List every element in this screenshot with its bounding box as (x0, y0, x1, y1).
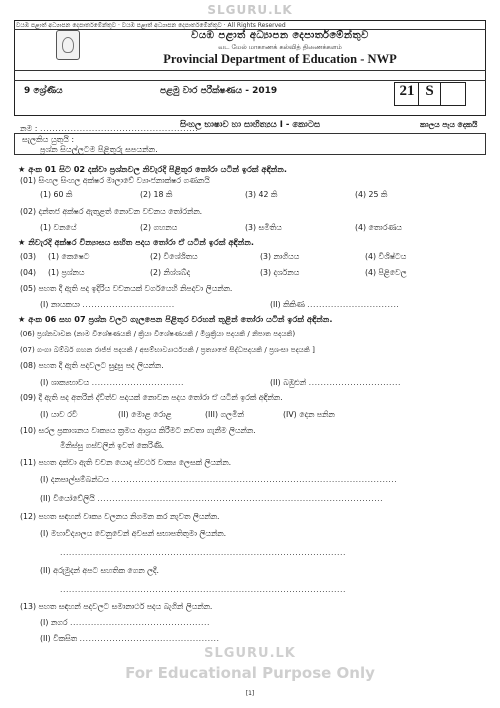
question-12-item: (II) අරුමුදන් අපට සහතික ගෙන ලදී. (40, 566, 159, 575)
question-01-option: (1) 60 කි (40, 190, 73, 199)
crest-icon (56, 30, 80, 60)
instruction-q3-4: ★ නිවැරදි අක්ෂර වින්‍යාසය සහිත පදය තෝරා ඒ යටින් ඉරක් අඳින්න. (18, 237, 254, 247)
question-02-option: (1) වනයේ (40, 223, 77, 232)
question-09-option: (III) ගලමින් (205, 410, 244, 419)
question-10-sentence: මිනිස්සු ගස්වලින් ඉවත් කෙරිණි. (60, 441, 165, 450)
watermark-top: SLGURU.LK (207, 3, 293, 17)
notes-line: ප්‍රශ්න සියල්ලටම පිළිතුරු සපයන්න. (40, 145, 158, 154)
question-06-stem: (06) ප්‍රශ්නවාචක (නාම විශේෂණයකි / ක්‍රියා විශේෂණයකි / මිශ්‍රක්‍රියා පදයකි / නිපාත පදයකි) (20, 329, 296, 338)
question-09-option: (II) මොළ රොළ (118, 410, 172, 419)
question-03-stem: (03) (20, 252, 37, 261)
question-02-option: (2) ගහනය (140, 223, 178, 232)
header-divider (14, 70, 486, 71)
question-03-option: (2) විශේශිතය (150, 252, 198, 261)
name-label: නම : (20, 124, 38, 133)
question-01-option: (2) 18 කි (140, 190, 173, 199)
question-04-option: (4) පිළිවෙල (365, 268, 407, 277)
paper-code-divider (440, 82, 441, 106)
question-08-stem: (08) පහත දී ඇති පදවලට සුදුසු පද ලියන්න. (20, 361, 164, 370)
page-number: [1] (245, 690, 255, 697)
question-08-item: (II) බඹුළුන් ............................... (270, 378, 401, 387)
header-top-strip: වයඹ පළාත් අධ්‍යාපන දෙපාර්තමේන්තුව · වයඹ පළාත් අධ්‍යාපන දෙපාර්තමේන්තුව · All Rights Reserved (16, 22, 286, 29)
question-09-stem: (09) දී ඇති පද අතරින් ද්විත්ව පදයක් නොවන පදය තෝරා ඒ යටින් ඉරක් අඳින්න. (20, 393, 283, 402)
instruction-q1-2: ★ අංක 01 සිට 02 දක්වා ප්‍රශ්නවල නිවැරදි පිළිතුර තෝරා යටින් ඉරක් අඳින්න. (18, 164, 288, 174)
question-05-item: (II) කිකිණ ............................... (270, 300, 400, 309)
question-01-option: (4) 25 කි (355, 190, 388, 199)
time-allowed: කාලය පැය දෙකයි (420, 120, 478, 129)
question-04-option: (2) නිශ්ශබ්ද (150, 268, 191, 277)
question-01-stem: (01) සිංහල සිංහල අක්ෂර මාලාවේ ව්‍යාංජනාක්ෂර ගණනයි (20, 176, 210, 185)
paper-code-number: 21 (399, 83, 415, 99)
question-13-item: (II) විකසිත ............................................... (40, 634, 220, 643)
question-13-stem: (13) පහත සඳහන් පදවලට සමානාර්ථ පදය බැගින් ලියන්න. (20, 602, 213, 611)
question-03-option: (3) නාගියය (260, 252, 300, 261)
question-12-answer-line: ................................................................................................ (60, 548, 346, 557)
watermark-site: SLGURU.LK (204, 646, 296, 661)
question-11-item: (II) වියෝවේලියි ................................................................................................ (40, 494, 384, 503)
header-divider (14, 80, 486, 81)
question-09-option: (I) යාව රවි (40, 410, 78, 419)
question-11-item: (I) දනපාල්සම්බන්ධය ................................................................................................ (40, 475, 398, 484)
question-12-answer-line: ................................................................................................ (60, 585, 346, 594)
name-dots: .................................................... (40, 124, 199, 133)
question-07-stem: (07) ගංගා බම්බර් ගහන රාජ්ජ පදයකි / අසම්භාව්‍යාර්ථයකි / ප්‍රත්‍යාපේ සිද්ධපදයකි / ප්‍රශංසා පදයකි ] (20, 345, 315, 354)
question-10-stem: (10) සරල ප්‍රකාශනය වාක්‍යය ක්‍රමය ආශ්‍රය කිරීමට නවතා ගැනීම ලියන්න. (20, 426, 256, 435)
question-13-item: (I) නගර ............................................... (40, 618, 210, 627)
question-03-option: (4) විශිෂ්ටය (365, 252, 407, 261)
question-02-option: (4) තොරණය (355, 223, 402, 232)
term-label: පළමු වාර පරීක්ෂණය - 2019 (160, 86, 278, 96)
question-01-option: (3) 42 කි (245, 190, 278, 199)
notes-title: සැලකිය යුතුයි : (22, 135, 75, 144)
question-02-stem: (02) දන්තජ අක්ෂර ඇතුළත් නොවන වචනය තෝරන්න. (20, 207, 203, 216)
question-02-option: (3) සමිතිය (245, 223, 282, 232)
question-05-stem: (05) පහත දී ඇති පද ඉදිරිය වචනයක් වර්ගයෙහි නිපදවා ලියන්න. (20, 284, 233, 293)
instruction-q6-7: ★ අංක 06 සහ 07 ප්‍රශ්න වලට ගැලපෙන පිළිතුර වරහන් තුළින් තෝරා යටින් ඉරක් අඳින්න. (18, 314, 333, 324)
watermark-note: For Educational Purpose Only (125, 664, 375, 682)
question-11-stem: (11) පහත දක්වා ඇති වචන යොදා ස්වර්ථ වාක්‍ය ලෙසක් ලියන්න. (20, 458, 232, 467)
department-english: Provincial Department of Education - NWP (163, 52, 397, 66)
question-12-stem: (12) පහත සඳහන් වාක්‍ය වලනය නිගමන කර නැවත ලියන්න. (20, 512, 220, 521)
question-09-option: (IV) දෙන පනින (283, 410, 335, 419)
question-04-option: (3) දර්ශනය (260, 268, 300, 277)
question-12-item: (I) මහාවිද්‍යාලය වෙනුවෙන් අවසන් සභාපතිතුමා ලියන්න. (40, 529, 227, 538)
paper-code-letter: S (425, 83, 434, 99)
grade-label: 9 ශ්‍රේණිය (24, 86, 63, 96)
department-tamil: வட மேல் மாகாணக் கல்வித் திணைக்களம் (218, 43, 342, 51)
question-08-item: (I) ශාක්‍යභාවය ............................... (40, 378, 184, 387)
question-03-option: (1) කෙෂෙට (48, 252, 90, 261)
department-sinhala: වයඹ පළාත් අධ්‍යාපන දෙපාර්තමේන්තුව (191, 30, 369, 41)
subject-title: සිංහල භාෂාව හා සාහිත්‍යය I - කොටස (180, 120, 321, 130)
question-04-stem: (04) (20, 268, 37, 277)
question-05-item: (I) නායකයා ............................... (40, 300, 175, 309)
question-04-option: (1) ප්‍රශ්නය (48, 268, 85, 277)
